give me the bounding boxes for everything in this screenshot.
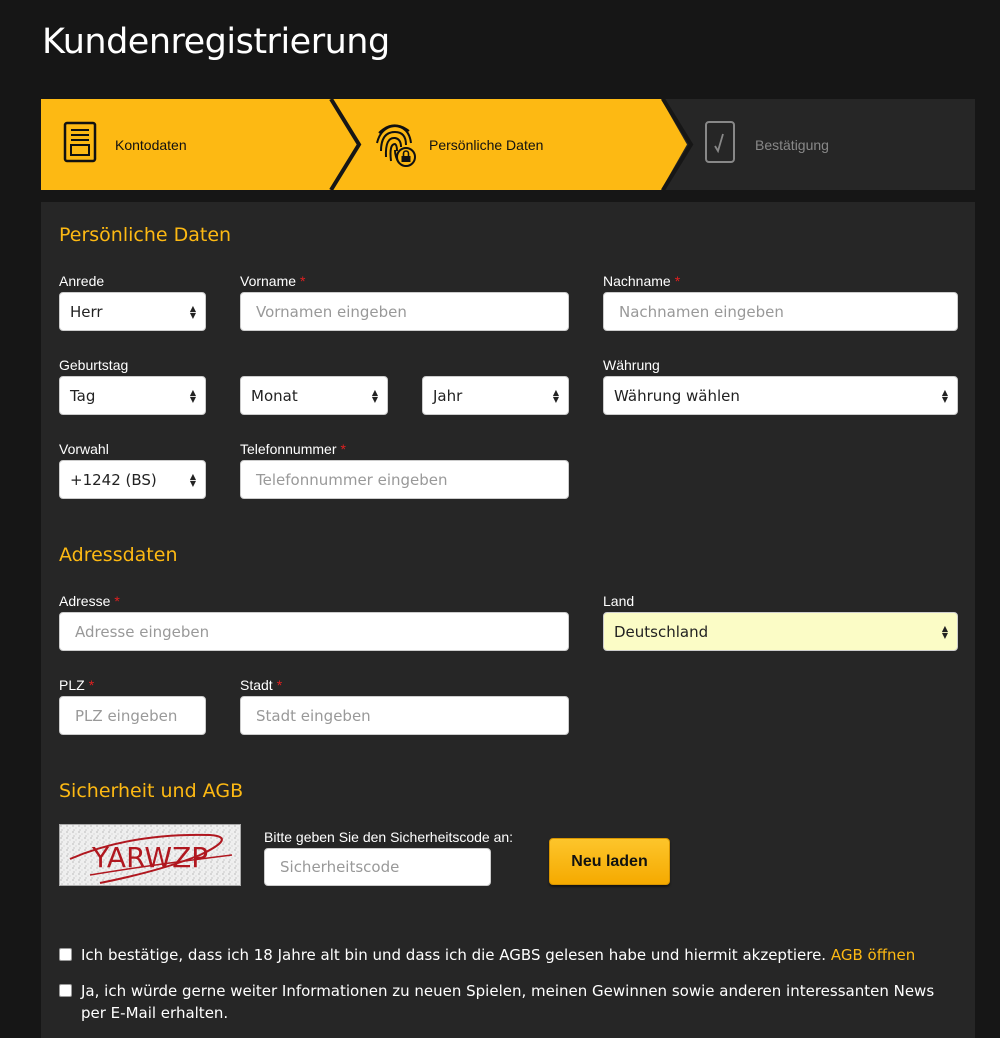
security-code-label: Bitte geben Sie den Sicherheitscode an: <box>264 829 514 845</box>
tablet-check-icon <box>703 120 737 169</box>
captcha-text: YARWZP <box>92 841 209 874</box>
terms-link[interactable]: AGB öffnen <box>830 946 916 964</box>
step-label: Bestätigung <box>755 136 829 153</box>
currency-label: Währung <box>603 357 660 373</box>
terms-consent <box>59 944 959 966</box>
phone-input[interactable]: Telefonnummer eingeben <box>240 460 569 499</box>
section-title-security: Sicherheit und AGB <box>59 780 244 802</box>
select-arrows-icon: ▲ ▼ <box>189 303 197 320</box>
step-label: Kontodaten <box>115 136 187 153</box>
lastname-input[interactable]: Nachnamen eingeben <box>603 292 958 331</box>
select-arrows-icon: ▲ ▼ <box>189 471 197 488</box>
page-title: Kundenregistrierung <box>42 22 390 62</box>
document-icon <box>63 121 97 168</box>
select-arrows-icon: ▲ ▼ <box>941 623 949 640</box>
security-code-input[interactable]: Sicherheitscode <box>264 848 491 886</box>
birthday-month-select[interactable]: Monat ▲ ▼ <box>240 376 388 415</box>
salutation-select[interactable]: Herr ▲ ▼ <box>59 292 206 331</box>
fingerprint-lock-icon <box>373 117 417 172</box>
section-title-personal: Persönliche Daten <box>59 224 232 246</box>
prefix-label: Vorwahl <box>59 441 109 457</box>
terms-checkbox[interactable] <box>59 948 72 961</box>
firstname-label: Vorname * <box>240 273 306 289</box>
zip-input[interactable]: PLZ eingeben <box>59 696 206 735</box>
birthday-day-select[interactable]: Tag ▲ ▼ <box>59 376 206 415</box>
newsletter-consent <box>59 980 959 1024</box>
terms-text: Ich bestätige, dass ich 18 Jahre alt bin und dass ich die AGBS gelesen habe und hiermit akzeptiere. AGB öffnen <box>81 946 916 964</box>
select-arrows-icon: ▲ ▼ <box>371 387 379 404</box>
street-label: Adresse * <box>59 593 120 609</box>
phone-prefix-select[interactable]: +1242 (BS) ▲ ▼ <box>59 460 206 499</box>
currency-select[interactable]: Währung wählen ▲ ▼ <box>603 376 958 415</box>
country-label: Land <box>603 593 635 609</box>
firstname-input[interactable]: Vornamen eingeben <box>240 292 569 331</box>
registration-stepper <box>41 99 975 190</box>
lastname-label: Nachname * <box>603 273 681 289</box>
phone-label: Telefonnummer * <box>240 441 346 457</box>
section-title-address: Adressdaten <box>59 544 178 566</box>
step-persoenliche-daten[interactable] <box>373 99 543 190</box>
newsletter-checkbox[interactable] <box>59 984 72 997</box>
captcha-image <box>59 824 241 886</box>
country-select[interactable]: Deutschland ▲ ▼ <box>603 612 958 651</box>
zip-label: PLZ * <box>59 677 95 693</box>
birthday-label: Geburtstag <box>59 357 129 373</box>
newsletter-text: Ja, ich würde gerne weiter Informationen zu neuen Spielen, meinen Gewinnen sowie anderen interessanten News per E-Mail erhalten. <box>81 982 935 1022</box>
reload-captcha-button[interactable]: Neu laden <box>549 838 670 885</box>
select-arrows-icon: ▲ ▼ <box>941 387 949 404</box>
step-bestaetigung <box>703 99 829 190</box>
salutation-label: Anrede <box>59 273 105 289</box>
step-label: Persönliche Daten <box>429 136 544 153</box>
step-kontodaten[interactable] <box>63 99 187 190</box>
address-input[interactable]: Adresse eingeben <box>59 612 569 651</box>
city-label: Stadt * <box>240 677 283 693</box>
birthday-year-select[interactable]: Jahr ▲ ▼ <box>422 376 569 415</box>
select-arrows-icon: ▲ ▼ <box>552 387 560 404</box>
city-input[interactable]: Stadt eingeben <box>240 696 569 735</box>
select-arrows-icon: ▲ ▼ <box>189 387 197 404</box>
